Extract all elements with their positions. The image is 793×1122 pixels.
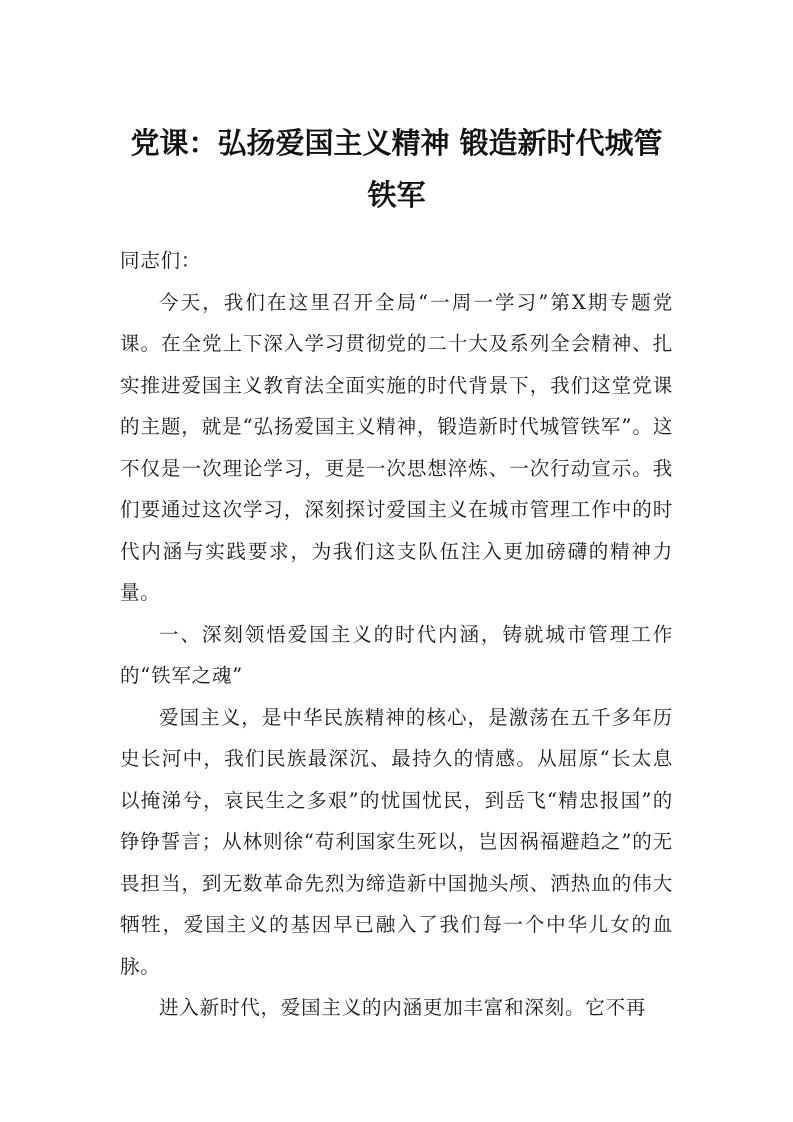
paragraph-patriotism-history: 爱国主义，是中华民族精神的核心，是激荡在五千多年历史长河中，我们民族最深沉、最持久的情感。从屈原“长太息以掩涕兮，哀民生之多艰”的忧国忧民，到岳飞“精忠报国”的铮铮誓言；从林则徐“苟利国家生死以，岂因祸福避趋之”的无畏担当，到无数革命先烈为缔造新中国抛头颅、洒热血的伟大牺牲，爱国主义的基因早已融入了我们每一个中华儿女的血脉。 xyxy=(120,705,673,978)
section-heading-1: 一、深刻领悟爱国主义的时代内涵，铸就城市管理工作的“铁军之魂” xyxy=(120,622,673,687)
document-title xyxy=(100,117,693,221)
paragraph-new-era: 进入新时代，爱国主义的内涵更加丰富和深刻。它不再 xyxy=(159,996,647,1019)
paragraph-intro: 今天，我们在这里召开全局“一周一学习”第X期专题党课。在全党上下深入学习贯彻党的二十大及系列全会精神、扎实推进爱国主义教育法全面实施的时代背景下，我们这堂党课的主题，就是“弘扬爱国主义精神，锻造新时代城管铁军”。这不仅是一次理论学习，更是一次思想淬炼、一次行动宣示。我们要通过这次学习，深刻探讨爱国主义在城市管理工作中的时代内涵与实践要求，为我们这支队伍注入更加磅礴的精神力量。 xyxy=(120,290,673,604)
document-body xyxy=(120,240,673,1029)
title-line-1: 党课：弘扬爱国主义精神 锻造新时代城管 xyxy=(130,126,663,160)
title-line-2: 铁军 xyxy=(367,178,426,212)
salutation: 同志们： xyxy=(120,249,202,272)
